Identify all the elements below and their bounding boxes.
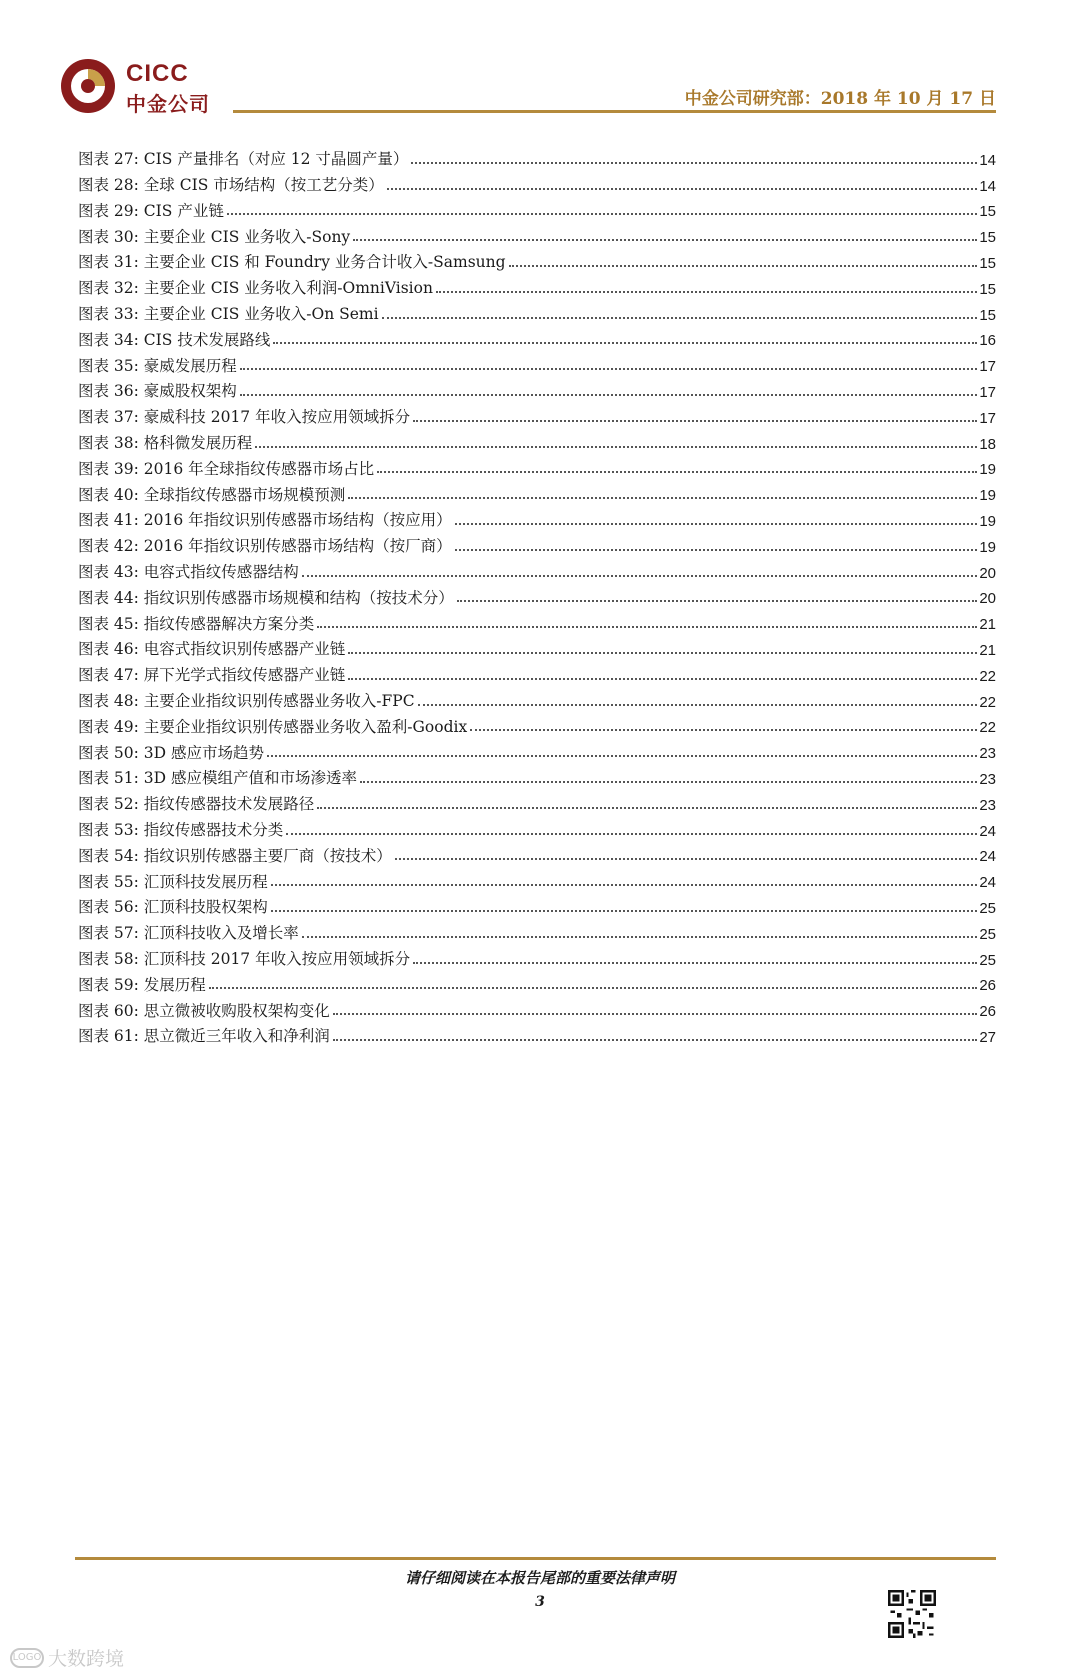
toc-dot-leader <box>413 420 977 422</box>
toc-entry-page: 23 <box>979 770 996 788</box>
toc-entry-label: 图表 46: 电容式指纹识别传感器产业链 <box>78 640 346 659</box>
toc-entry-label: 图表 29: CIS 产业链 <box>78 201 224 220</box>
toc-dot-leader <box>348 497 977 499</box>
toc-entry-page: 27 <box>979 1028 996 1046</box>
toc-entry[interactable] <box>78 452 996 478</box>
toc-entry-label: 图表 53: 指纹传感器技术分类 <box>78 821 284 840</box>
toc-dot-leader <box>413 962 977 964</box>
logo-text-cn: 中金公司 <box>126 92 210 116</box>
toc-entry-label: 图表 31: 主要企业 CIS 和 Foundry 业务合计收入-Samsung <box>78 253 506 272</box>
toc-entry-label: 图表 45: 指纹传感器解决方案分类 <box>78 614 315 633</box>
toc-entry-page: 20 <box>979 564 996 582</box>
toc-entry-page: 15 <box>979 203 996 221</box>
toc-dot-leader <box>457 600 978 602</box>
toc-dot-leader <box>333 1013 978 1015</box>
toc-entry[interactable] <box>78 942 996 968</box>
toc-entry-page: 23 <box>979 745 996 763</box>
toc-dot-leader <box>286 833 977 835</box>
toc-entry-page: 19 <box>979 461 996 479</box>
header-divider <box>233 110 996 113</box>
toc-entry-page: 25 <box>979 951 996 969</box>
toc-entry[interactable] <box>78 735 996 761</box>
toc-entry-page: 15 <box>979 254 996 272</box>
toc-entry-label: 图表 34: CIS 技术发展路线 <box>78 330 271 349</box>
figure-list <box>78 142 996 1045</box>
toc-dot-leader <box>455 523 978 525</box>
toc-entry[interactable] <box>78 271 996 297</box>
toc-entry-label: 图表 52: 指纹传感器技术发展路径 <box>78 795 315 814</box>
toc-entry-page: 20 <box>979 590 996 608</box>
footer-divider <box>75 1557 996 1560</box>
toc-entry-label: 图表 60: 思立微被收购股权架构变化 <box>78 1001 330 1020</box>
toc-entry-page: 21 <box>979 616 996 634</box>
toc-entry-label: 图表 35: 豪威发展历程 <box>78 356 237 375</box>
toc-entry[interactable] <box>78 219 996 245</box>
toc-entry[interactable] <box>78 658 996 684</box>
toc-entry-page: 24 <box>979 848 996 866</box>
toc-dot-leader <box>348 652 977 654</box>
toc-entry-label: 图表 32: 主要企业 CIS 业务收入利润-OmniVision <box>78 279 433 298</box>
toc-entry-label: 图表 37: 豪威科技 2017 年收入按应用领域拆分 <box>78 408 411 427</box>
logo-text-en: CICC <box>126 60 189 87</box>
toc-entry-label: 图表 58: 汇顶科技 2017 年收入按应用领域拆分 <box>78 950 411 968</box>
toc-entry[interactable] <box>78 1019 996 1045</box>
toc-entry-label: 图表 61: 思立微近三年收入和净利润 <box>78 1027 330 1046</box>
toc-dot-leader <box>227 213 977 215</box>
toc-entry[interactable] <box>78 864 996 890</box>
toc-dot-leader <box>240 368 978 370</box>
toc-entry-page: 17 <box>979 383 996 401</box>
toc-entry[interactable] <box>78 581 996 607</box>
toc-entry-label: 图表 48: 主要企业指纹识别传感器业务收入-FPC <box>78 692 415 711</box>
toc-dot-leader <box>240 394 978 396</box>
toc-entry-page: 21 <box>979 641 996 659</box>
toc-entry-page: 25 <box>979 899 996 917</box>
legal-notice: 请仔细阅读在本报告尾部的重要法律声明 <box>404 1569 675 1587</box>
toc-entry-page: 15 <box>979 306 996 324</box>
toc-dot-leader <box>255 446 977 448</box>
toc-dot-leader <box>436 291 977 293</box>
toc-entry-page: 25 <box>979 925 996 943</box>
toc-entry[interactable] <box>78 890 996 916</box>
toc-entry-page: 17 <box>979 409 996 427</box>
toc-entry-page: 23 <box>979 796 996 814</box>
toc-dot-leader <box>267 755 977 757</box>
toc-entry[interactable] <box>78 142 996 168</box>
toc-entry-label: 图表 40: 全球指纹传感器市场规模预测 <box>78 485 346 504</box>
toc-entry[interactable] <box>78 297 996 323</box>
header-title: 中金公司研究部：2018 年 10 月 17 日 <box>684 89 996 109</box>
toc-entry-label: 图表 56: 汇顶科技股权架构 <box>78 898 268 917</box>
toc-entry-page: 22 <box>979 693 996 711</box>
watermark-logo-icon: LOGO <box>10 1648 44 1668</box>
toc-entry[interactable] <box>78 194 996 220</box>
toc-entry-label: 图表 47: 屏下光学式指纹传感器产业链 <box>78 666 346 685</box>
toc-entry-page: 26 <box>979 977 996 995</box>
toc-entry[interactable] <box>78 761 996 787</box>
toc-entry-label: 图表 44: 指纹识别传感器市场规模和结构（按技术分） <box>78 588 454 607</box>
toc-dot-leader <box>470 729 977 731</box>
toc-dot-leader <box>418 704 978 706</box>
toc-dot-leader <box>411 162 977 164</box>
toc-entry[interactable] <box>78 503 996 529</box>
toc-entry[interactable] <box>78 348 996 374</box>
toc-entry-page: 18 <box>979 435 996 453</box>
toc-dot-leader <box>360 781 977 783</box>
toc-dot-leader <box>348 678 977 680</box>
toc-entry[interactable] <box>78 245 996 271</box>
toc-dot-leader <box>271 910 978 912</box>
toc-entry-label: 图表 30: 主要企业 CIS 业务收入-Sony <box>78 227 351 246</box>
toc-entry[interactable] <box>78 374 996 400</box>
toc-entry-label: 图表 54: 指纹识别传感器主要厂商（按技术） <box>78 846 392 865</box>
toc-dot-leader <box>387 188 978 190</box>
toc-entry-page: 19 <box>979 512 996 530</box>
toc-entry-label: 图表 42: 2016 年指纹识别传感器市场结构（按厂商） <box>78 537 452 556</box>
toc-entry[interactable] <box>78 710 996 736</box>
toc-entry-label: 图表 41: 2016 年指纹识别传感器市场结构（按应用） <box>78 511 452 530</box>
toc-dot-leader <box>353 239 977 241</box>
cicc-logo <box>60 58 210 120</box>
toc-entry-page: 19 <box>979 487 996 505</box>
toc-entry-label: 图表 55: 汇顶科技发展历程 <box>78 872 268 891</box>
toc-dot-leader <box>302 575 978 577</box>
toc-entry-page: 26 <box>979 1003 996 1021</box>
toc-dot-leader <box>271 884 978 886</box>
toc-dot-leader <box>317 807 977 809</box>
toc-entry-label: 图表 50: 3D 感应市场趋势 <box>78 743 265 762</box>
watermark <box>10 1644 124 1671</box>
toc-entry-label: 图表 51: 3D 感应模组产值和市场渗透率 <box>78 769 358 788</box>
toc-entry-label: 图表 57: 汇顶科技收入及增长率 <box>78 924 299 943</box>
toc-entry-label: 图表 38: 格科微发展历程 <box>78 434 253 453</box>
toc-dot-leader <box>382 317 978 319</box>
toc-entry-page: 15 <box>979 280 996 298</box>
toc-dot-leader <box>209 987 978 989</box>
toc-entry-label: 图表 39: 2016 年全球指纹传感器市场占比 <box>78 459 375 478</box>
toc-entry-page: 17 <box>979 358 996 376</box>
qr-code-icon <box>888 1590 936 1638</box>
toc-dot-leader <box>377 471 977 473</box>
toc-dot-leader <box>395 858 978 860</box>
toc-entry-label: 图表 27: CIS 产量排名（对应 12 寸晶圆产量） <box>78 150 409 169</box>
toc-entry-page: 24 <box>979 874 996 892</box>
toc-entry[interactable] <box>78 400 996 426</box>
toc-entry-page: 22 <box>979 719 996 737</box>
toc-entry[interactable] <box>78 477 996 503</box>
toc-entry[interactable] <box>78 839 996 865</box>
cicc-logo-icon <box>60 58 116 114</box>
toc-entry-page: 16 <box>979 332 996 350</box>
toc-dot-leader <box>317 626 977 628</box>
toc-entry[interactable] <box>78 968 996 994</box>
toc-entry-label: 图表 49: 主要企业指纹识别传感器业务收入盈利-Goodix <box>78 717 468 736</box>
toc-entry-page: 14 <box>979 177 996 195</box>
toc-dot-leader <box>273 342 977 344</box>
toc-entry[interactable] <box>78 632 996 658</box>
toc-entry[interactable] <box>78 813 996 839</box>
toc-entry[interactable] <box>78 426 996 452</box>
toc-entry[interactable] <box>78 916 996 942</box>
toc-entry-label: 图表 43: 电容式指纹传感器结构 <box>78 563 299 582</box>
toc-entry[interactable] <box>78 606 996 632</box>
toc-entry[interactable] <box>78 168 996 194</box>
toc-entry-page: 14 <box>979 151 996 169</box>
toc-entry-page: 24 <box>979 822 996 840</box>
toc-entry[interactable] <box>78 684 996 710</box>
toc-entry[interactable] <box>78 787 996 813</box>
toc-entry[interactable] <box>78 993 996 1019</box>
toc-entry-label: 图表 33: 主要企业 CIS 业务收入-On Semi <box>78 305 379 324</box>
toc-entry-label: 图表 59: 发展历程 <box>78 975 206 994</box>
toc-dot-leader <box>509 265 978 267</box>
toc-entry-label: 图表 36: 豪威股权架构 <box>78 382 237 401</box>
toc-dot-leader <box>455 549 978 551</box>
page-number: 3 <box>535 1594 545 1610</box>
toc-entry[interactable] <box>78 323 996 349</box>
toc-dot-leader <box>333 1039 978 1041</box>
toc-entry-page: 19 <box>979 538 996 556</box>
toc-entry[interactable] <box>78 555 996 581</box>
toc-entry-page: 15 <box>979 229 996 247</box>
watermark-text: 大数跨境 <box>48 1648 125 1670</box>
toc-entry-label: 图表 28: 全球 CIS 市场结构（按工艺分类） <box>78 176 384 195</box>
toc-entry-page: 22 <box>979 667 996 685</box>
toc-dot-leader <box>302 936 978 938</box>
toc-entry[interactable] <box>78 529 996 555</box>
